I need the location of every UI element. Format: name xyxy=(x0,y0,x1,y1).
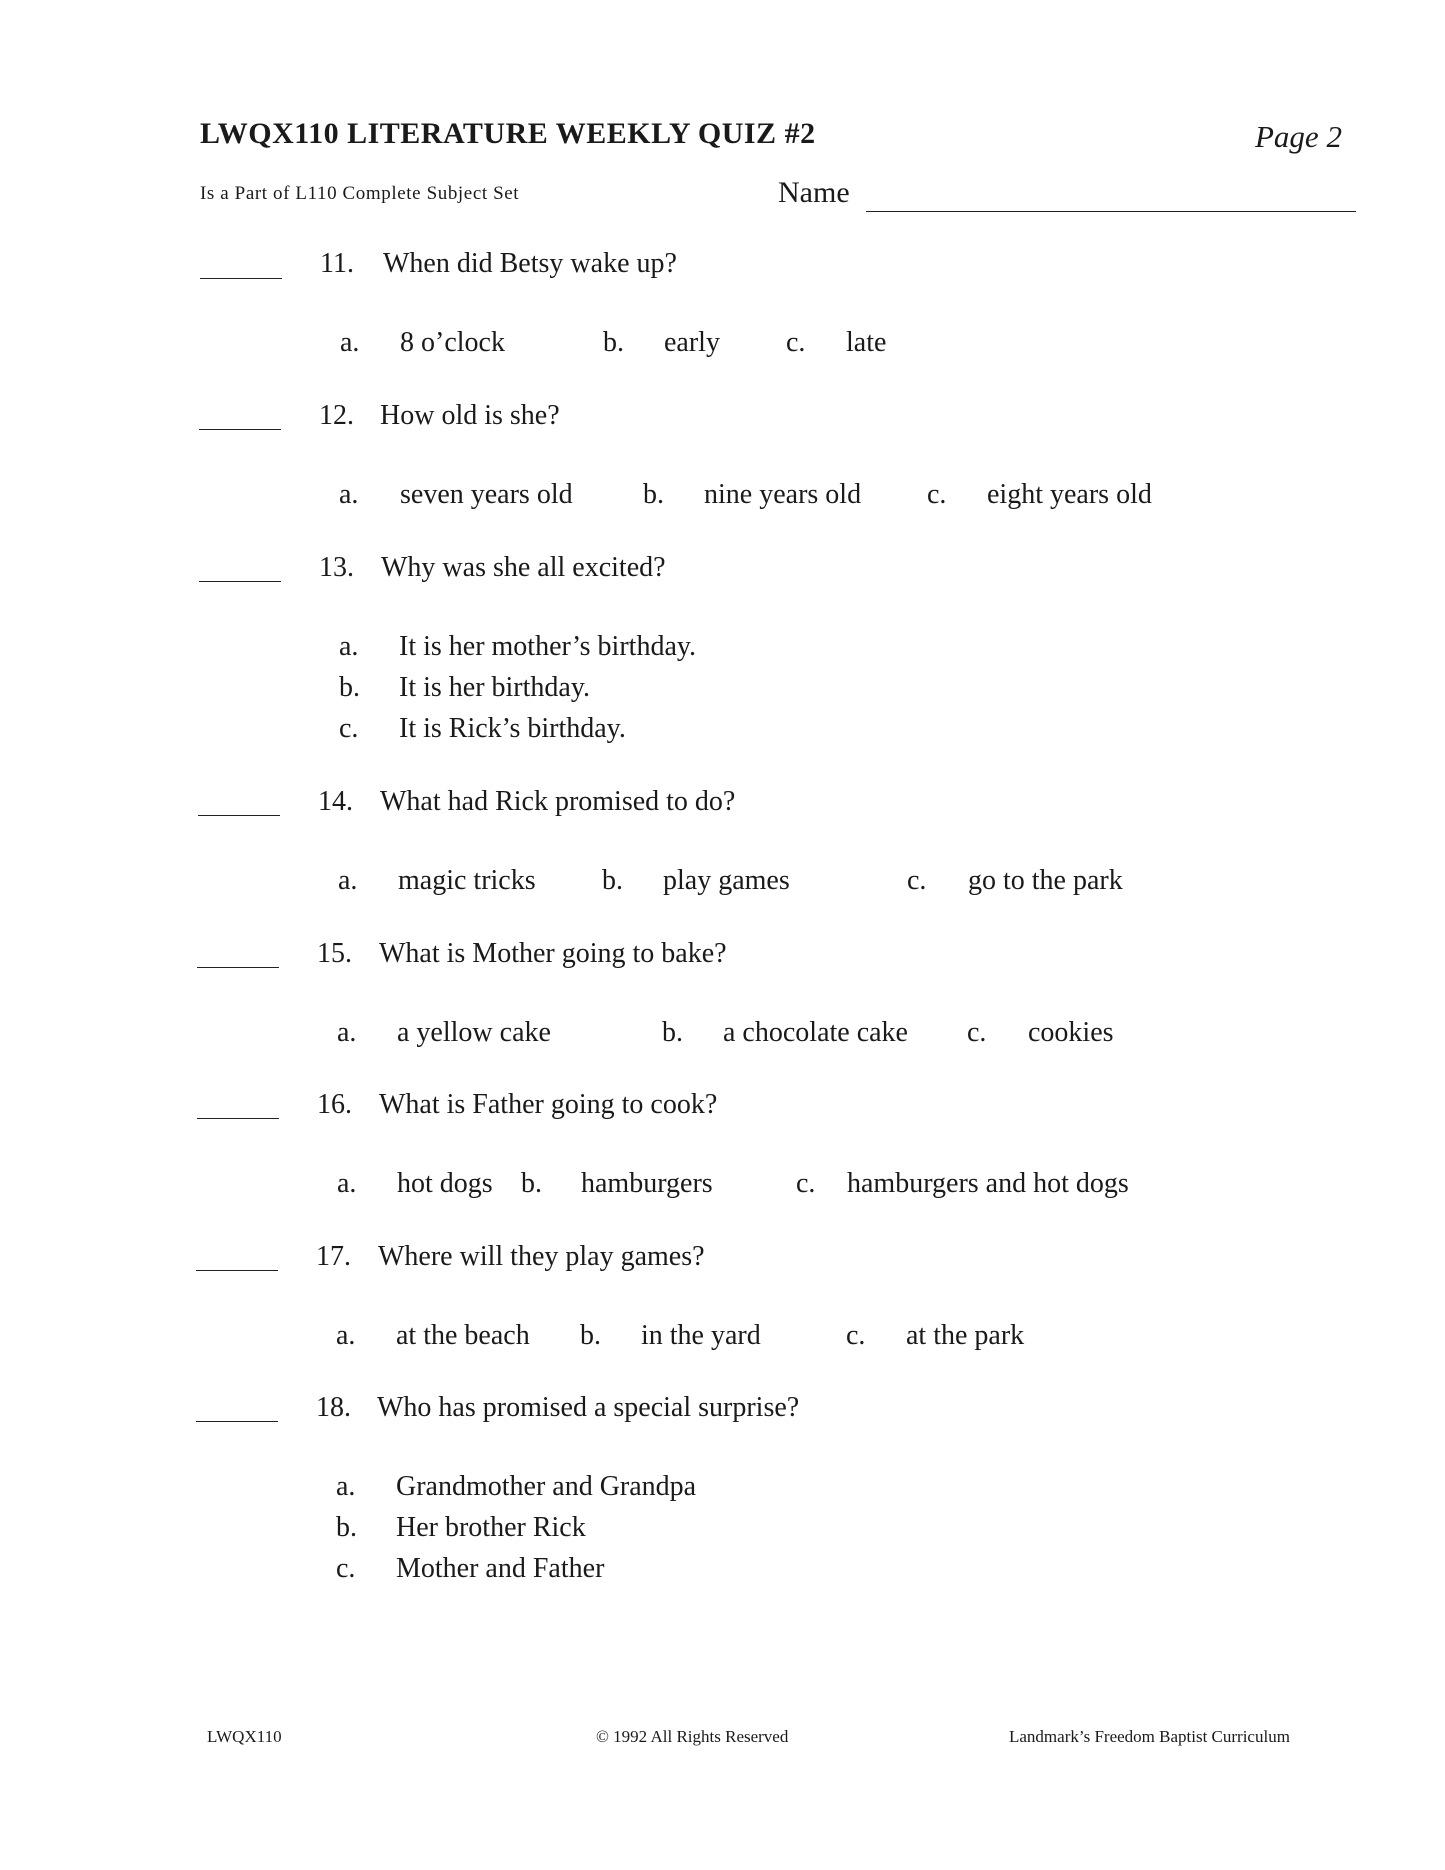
name-field[interactable] xyxy=(866,211,1356,212)
question-number: 14. xyxy=(318,786,353,817)
question-text: What had Rick promised to do? xyxy=(380,786,736,817)
option-letter: c. xyxy=(796,1168,816,1199)
option-letter: c. xyxy=(339,713,359,744)
option-text: cookies xyxy=(1028,1017,1114,1048)
option-letter: b. xyxy=(521,1168,542,1199)
option-text: Mother and Father xyxy=(396,1553,605,1584)
option-text: Her brother Rick xyxy=(396,1512,586,1543)
option-letter: c. xyxy=(907,865,927,896)
answer-blank[interactable] xyxy=(197,967,279,968)
option-letter: a. xyxy=(336,1320,356,1351)
option-letter: b. xyxy=(339,672,360,703)
option-text: late xyxy=(846,327,887,358)
page-title: LWQX110 LITERATURE WEEKLY QUIZ #2 xyxy=(200,117,816,150)
option-text: hamburgers and hot dogs xyxy=(847,1168,1129,1199)
option-text: It is her birthday. xyxy=(399,672,591,703)
option-letter: c. xyxy=(336,1553,356,1584)
question-text: Why was she all excited? xyxy=(381,552,666,583)
footer-code: LWQX110 xyxy=(207,1727,282,1746)
option-letter: c. xyxy=(846,1320,866,1351)
option-text: magic tricks xyxy=(398,865,536,896)
question-number: 11. xyxy=(320,248,354,279)
answer-blank[interactable] xyxy=(198,815,280,816)
question-number: 12. xyxy=(319,400,354,431)
option-letter: a. xyxy=(336,1471,356,1502)
answer-blank[interactable] xyxy=(199,429,281,430)
option-text: nine years old xyxy=(704,479,862,510)
option-text: eight years old xyxy=(987,479,1152,510)
question-text: What is Mother going to bake? xyxy=(379,938,727,969)
question-number: 15. xyxy=(317,938,352,969)
answer-blank[interactable] xyxy=(197,1118,279,1119)
question-text: How old is she? xyxy=(380,400,560,431)
option-text: It is Rick’s birthday. xyxy=(399,713,626,744)
option-letter: c. xyxy=(927,479,947,510)
answer-blank[interactable] xyxy=(199,581,281,582)
answer-blank[interactable] xyxy=(196,1421,278,1422)
option-text: It is her mother’s birthday. xyxy=(399,631,697,662)
option-letter: c. xyxy=(967,1017,987,1048)
answer-blank[interactable] xyxy=(196,1270,278,1271)
option-text: a chocolate cake xyxy=(723,1017,908,1048)
question-text: When did Betsy wake up? xyxy=(383,248,677,279)
option-letter: a. xyxy=(337,1017,357,1048)
option-text: hamburgers xyxy=(581,1168,713,1199)
option-text: at the park xyxy=(906,1320,1025,1351)
question-text: Who has promised a special surprise? xyxy=(377,1392,800,1423)
question-text: Where will they play games? xyxy=(378,1241,705,1272)
option-letter: a. xyxy=(339,479,359,510)
option-text: seven years old xyxy=(400,479,573,510)
page-number: Page 2 xyxy=(1255,119,1342,154)
option-text: 8 o’clock xyxy=(400,327,505,358)
option-text: play games xyxy=(663,865,790,896)
option-text: hot dogs xyxy=(397,1168,493,1199)
option-letter: b. xyxy=(602,865,623,896)
option-letter: b. xyxy=(580,1320,601,1351)
option-text: at the beach xyxy=(396,1320,530,1351)
option-text: a yellow cake xyxy=(397,1017,551,1048)
footer-publisher: Landmark’s Freedom Baptist Curriculum xyxy=(1009,1727,1290,1746)
option-letter: a. xyxy=(339,631,359,662)
name-label: Name xyxy=(778,176,850,209)
answer-blank[interactable] xyxy=(200,278,282,279)
question-number: 13. xyxy=(319,552,354,583)
question-number: 18. xyxy=(316,1392,351,1423)
question-number: 17. xyxy=(316,1241,351,1272)
option-text: in the yard xyxy=(641,1320,761,1351)
footer-copyright: © 1992 All Rights Reserved xyxy=(596,1727,789,1746)
option-text: go to the park xyxy=(968,865,1123,896)
question-number: 16. xyxy=(317,1089,352,1120)
option-letter: b. xyxy=(662,1017,683,1048)
option-text: early xyxy=(664,327,720,358)
option-letter: b. xyxy=(603,327,624,358)
option-letter: a. xyxy=(338,865,358,896)
subtitle: Is a Part of L110 Complete Subject Set xyxy=(200,183,520,204)
option-letter: c. xyxy=(786,327,806,358)
option-letter: b. xyxy=(643,479,664,510)
question-text: What is Father going to cook? xyxy=(379,1089,718,1120)
option-letter: a. xyxy=(340,327,360,358)
option-letter: b. xyxy=(336,1512,357,1543)
option-letter: a. xyxy=(337,1168,357,1199)
option-text: Grandmother and Grandpa xyxy=(396,1471,697,1502)
